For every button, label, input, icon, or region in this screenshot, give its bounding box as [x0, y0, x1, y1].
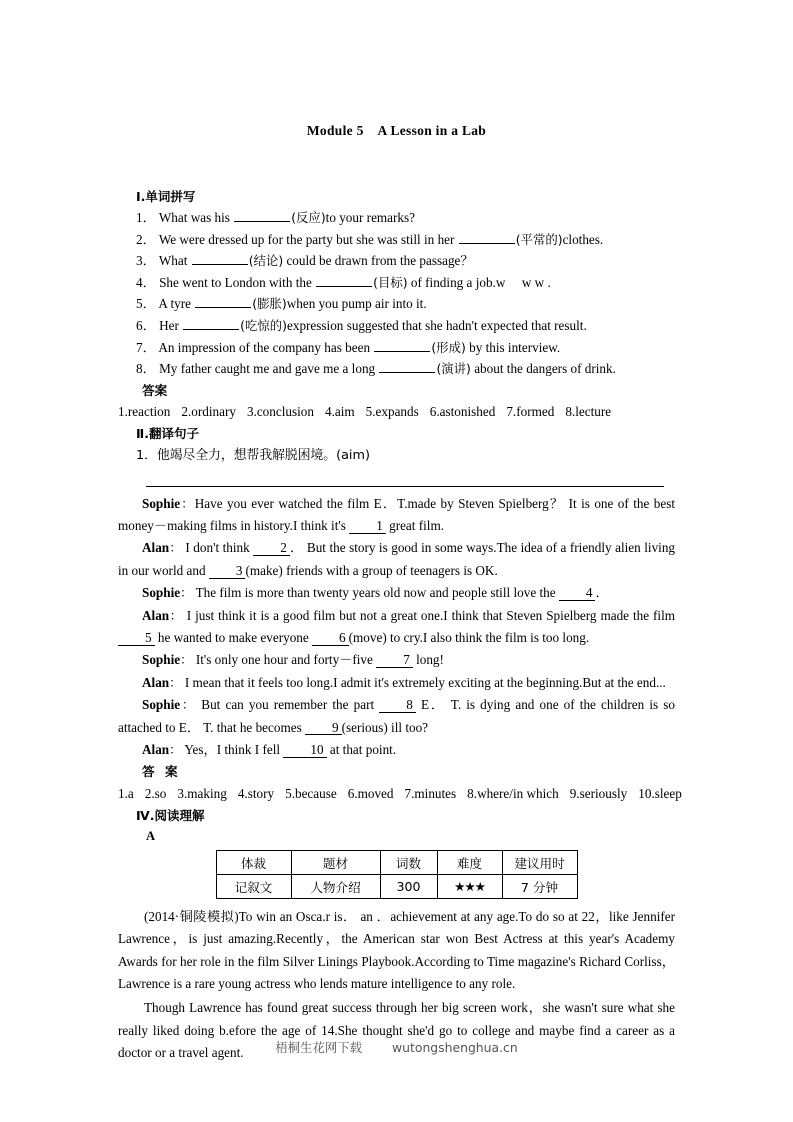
answer-item: 9.seriously: [569, 786, 628, 801]
dialogue-text: But can you remember the part: [196, 697, 380, 713]
question-text-pre: What was his: [158, 210, 234, 225]
question-hint: (结论): [248, 253, 284, 269]
speaker-name: Sophie: [142, 585, 181, 601]
table-header-cell: 建议用时: [502, 850, 577, 874]
dialogue-text: (serious) ill too?: [341, 719, 429, 735]
footer-site-url: wutongshenghua.cn: [392, 1040, 518, 1055]
answer-label: 答案: [142, 382, 168, 398]
dialogue-line: [118, 582, 675, 604]
dialogue-text: at that point.: [326, 742, 397, 757]
dialogue-line: [118, 605, 675, 650]
dialogue-text: Have you ever watched the film E．T.made by Steven Spielberg？ It is one of the best money－making films in history.I think it's: [118, 495, 676, 533]
section1-questions: [118, 207, 675, 380]
question-number: 5．: [136, 296, 156, 312]
answer-item: 4.aim: [324, 404, 355, 420]
dialogue-text: The film is more than twenty years old now and people still love the: [192, 585, 559, 601]
speaker-name: Alan: [142, 540, 170, 556]
speaker-separator: ：: [169, 540, 182, 556]
speaker-name: Alan: [142, 674, 170, 690]
answer-item: 5.because: [285, 786, 337, 801]
dialogue-text: It's only one hour and forty－five: [192, 652, 377, 668]
table-cell-time: 7 分钟: [502, 874, 577, 898]
dialogue-text: (make) friends with a group of teenagers is OK.: [245, 562, 498, 578]
speaker-separator: ：: [180, 697, 197, 713]
question-number: 7．: [136, 339, 156, 355]
answer-item: 10.sleep: [638, 786, 682, 801]
answer-label: 答 案: [142, 764, 181, 780]
answer-blank[interactable]: [192, 253, 248, 265]
question-hint: (反应): [291, 210, 326, 225]
question-text-pre: An impression of the company has been: [158, 339, 374, 355]
question-item: [118, 250, 675, 272]
cloze-gap[interactable]: 10: [283, 743, 326, 758]
answer-item: 1.reaction: [118, 404, 171, 420]
answer-item: 1.a: [118, 786, 134, 801]
question-number: 2．: [136, 231, 156, 247]
table-header-row: [216, 850, 577, 874]
answer-item: 2.so: [144, 786, 167, 801]
answer-blank[interactable]: [234, 210, 290, 222]
writing-rule-wrapper: [118, 467, 675, 493]
question-number: 1．: [136, 210, 156, 225]
question-text-post: of finding a job.w w w .: [407, 274, 551, 290]
speaker-name: Sophie: [142, 697, 181, 713]
speaker-separator: ：: [169, 674, 182, 690]
table-row: [216, 874, 577, 898]
answer-item: 5.expands: [365, 404, 419, 420]
dialogue-line: [118, 739, 675, 761]
dialogue-block: [118, 493, 675, 762]
dialogue-line: [118, 493, 675, 538]
dialogue-text: I mean that it feels too long.I admit it's extremely exciting at the beginning.But at the end...: [181, 674, 666, 690]
question-text-post: could be drawn from the passage？: [283, 253, 474, 269]
answer-blank[interactable]: [316, 275, 372, 287]
dialogue-line: [118, 649, 675, 671]
table-header-cell: 难度: [437, 850, 502, 874]
dialogue-text: Yes，I think I fell: [181, 742, 284, 757]
dialogue-line: [118, 672, 675, 694]
passage-info-table: [216, 850, 578, 899]
translation-question: [118, 444, 675, 467]
answer-item: 2.ordinary: [181, 404, 236, 420]
speaker-separator: ：: [169, 607, 183, 623]
answer-rule-line[interactable]: [146, 486, 664, 487]
question-hint: (形成): [431, 339, 466, 355]
section-heading-1: Ⅰ.单词拼写: [136, 189, 196, 204]
question-item: [118, 293, 675, 315]
answer-item: 6.astonished: [429, 404, 496, 420]
cloze-gap[interactable]: 5: [118, 631, 155, 646]
cloze-gap[interactable]: 3: [209, 564, 246, 579]
passage-paragraph: (2014·铜陵模拟)To win an Osca.r is． an ．achievement at any age.To do so at 22，like Jennifer Lawrence，is just amazing.Recently，the American star won Best Actress at this year's Academy Awards for her role in the film Silver Linings Playbook.According to Time magazine's Richard Corliss，Lawrence is a rare young actress who lends mature intelligence to any role.: [118, 908, 675, 992]
question-hint: (膨胀): [252, 296, 287, 312]
question-item: [118, 358, 675, 380]
question-text-post: expression suggested that she hadn't expected that result.: [287, 317, 587, 333]
answer-item: 8.lecture: [565, 404, 612, 420]
question-text-pre: She went to London with the: [159, 274, 316, 290]
answer-blank[interactable]: [374, 339, 430, 351]
passage-label-a: A: [146, 828, 156, 843]
footer-site-name: 梧桐生花网下载: [275, 1040, 363, 1055]
question-text-post: by this interview.: [465, 339, 561, 355]
answer-item: 3.making: [177, 786, 227, 801]
cloze-gap[interactable]: 9: [305, 721, 342, 736]
question-item: [118, 207, 675, 229]
speaker-separator: ：: [180, 495, 195, 511]
translation-question-text: 1．他竭尽全力，想帮我解脱困境。(aim): [136, 447, 370, 463]
answer-item: 3.conclusion: [246, 404, 314, 420]
table-cell-wordcount: 300: [380, 874, 437, 898]
section-heading-2: Ⅱ.翻译句子: [136, 425, 199, 441]
answer-blank[interactable]: [183, 318, 239, 330]
speaker-name: Sophie: [142, 652, 181, 668]
cloze-gap[interactable]: 4: [559, 586, 596, 601]
table-cell-topic: 人物介绍: [291, 874, 380, 898]
question-text-pre: Her: [159, 317, 183, 333]
answer-blank[interactable]: [379, 361, 435, 373]
cloze-gap[interactable]: 7: [376, 653, 413, 668]
table-cell-difficulty: ★★★: [437, 874, 502, 898]
question-text-pre: My father caught me and gave me a long: [159, 361, 379, 377]
answer-blank[interactable]: [195, 296, 251, 308]
answer-item: 4.story: [237, 786, 275, 801]
question-number: 6．: [136, 317, 156, 333]
page-title: Module 5 A Lesson in a Lab: [306, 123, 487, 138]
dialogue-text: I just think it is a good film but not a great one.I think that Steven Spielberg made the film: [182, 607, 676, 623]
speaker-separator: ：: [169, 742, 182, 757]
answer-item: 8.where/in which: [467, 786, 559, 801]
table-header-cell: 题材: [291, 850, 380, 874]
dialogue-line: [118, 537, 675, 582]
question-item: [118, 337, 675, 359]
question-hint: (吃惊的): [240, 317, 287, 333]
question-text-post: about the dangers of drink.: [470, 361, 616, 377]
speaker-name: Sophie: [142, 495, 181, 511]
question-text-pre: We were dressed up for the party but she was still in her: [158, 231, 458, 247]
table-header-cell: 体裁: [216, 850, 291, 874]
dialogue-answers: [118, 761, 682, 804]
cloze-gap[interactable]: 2: [253, 541, 290, 556]
speaker-name: Alan: [142, 742, 170, 757]
question-item: [118, 229, 675, 251]
dialogue-text: long!: [412, 652, 444, 668]
question-text-post: when you pump air into it.: [286, 296, 427, 312]
question-hint: (演讲): [436, 361, 471, 377]
question-text-pre: A tyre: [158, 296, 195, 312]
section1-answers: [118, 380, 675, 423]
answer-item: 7.formed: [506, 404, 555, 420]
question-text-pre: What: [158, 253, 191, 269]
dialogue-line: [118, 694, 675, 739]
question-number: 8．: [136, 361, 156, 377]
dialogue-text: E． T. is dying and one of the children is so attached to E． T. that he becomes: [118, 697, 675, 735]
question-item: [118, 315, 675, 337]
question-item: [118, 272, 675, 294]
question-number: 4．: [136, 274, 156, 290]
question-text-post: to your remarks?: [325, 210, 416, 225]
speaker-name: Alan: [142, 607, 170, 623]
answer-blank[interactable]: [459, 231, 515, 243]
dialogue-text: (move) to cry.I also think the film is too long.: [348, 629, 590, 645]
question-hint: (目标): [373, 274, 408, 290]
dialogue-text: I don't think: [181, 540, 254, 556]
section-heading-4: Ⅳ.阅读理解: [136, 807, 205, 823]
question-hint: (平常的): [515, 231, 563, 247]
table-cell-genre: 记叙文: [216, 874, 291, 898]
cloze-gap[interactable]: 6: [312, 631, 349, 646]
speaker-separator: ：: [180, 585, 193, 601]
answer-item: 6.moved: [347, 786, 394, 801]
dialogue-text: ． But the story is good in some ways.The idea of a friendly alien living in our world and: [118, 540, 676, 578]
passage-paragraph: Though Lawrence has found great success through her big screen work，she wasn't sure what she really liked doing b.efore the age of 14.She thought she'd go to college and maybe find a career as a doctor or a travel agent.: [118, 999, 675, 1061]
dialogue-text: ．: [595, 585, 609, 601]
table-header-cell: 词数: [380, 850, 437, 874]
document-content: [118, 186, 682, 1065]
speaker-separator: ：: [180, 652, 193, 668]
question-text-post: clothes.: [562, 231, 604, 247]
answer-item: 7.minutes: [404, 786, 457, 801]
cloze-gap[interactable]: 8: [379, 698, 416, 713]
question-number: 3．: [136, 253, 156, 269]
cloze-gap[interactable]: 1: [349, 519, 386, 534]
dialogue-text: he wanted to make everyone: [154, 629, 313, 645]
dialogue-text: great film.: [385, 517, 445, 533]
page-footer: [0, 1038, 793, 1056]
